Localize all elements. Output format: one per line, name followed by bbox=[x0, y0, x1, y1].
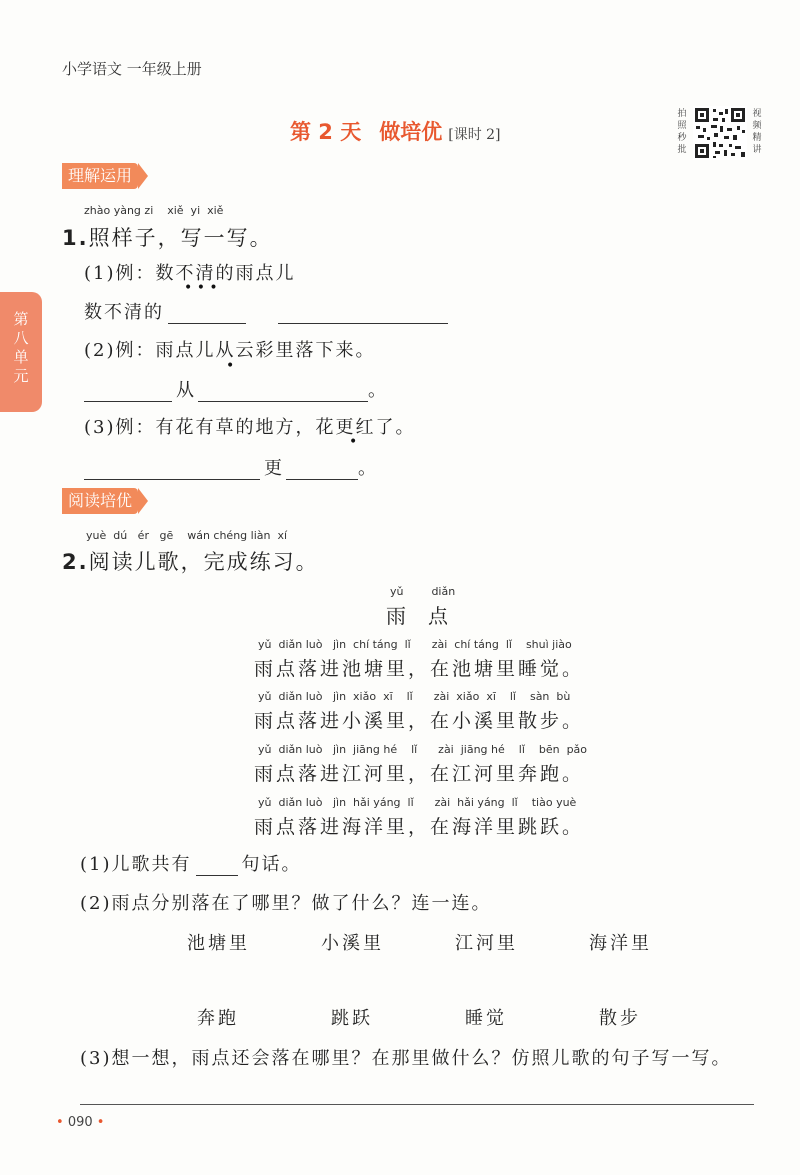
match-action[interactable]: 奔跑 bbox=[197, 1008, 239, 1029]
q1-ex1-blank-2[interactable] bbox=[278, 305, 448, 324]
q1-ex3-blank-1[interactable] bbox=[84, 461, 260, 480]
q2-sub2: (2)雨点分别落在了哪里？做了什么？连一连。 bbox=[80, 893, 492, 914]
match-place[interactable]: 池塘里 bbox=[187, 933, 250, 954]
page-dot-right: • bbox=[96, 1115, 105, 1130]
q1-ex3-mid: 更 bbox=[264, 458, 284, 479]
poem-line: 雨点落进江河里，在江河里奔跑。 bbox=[254, 763, 585, 785]
q2-sub1-row bbox=[80, 850, 302, 876]
q2-number: 2. bbox=[62, 550, 89, 574]
poem-title-pinyin: yǔ diǎn bbox=[390, 585, 456, 598]
page-number bbox=[56, 1115, 104, 1130]
q1-ex3-answer-row bbox=[84, 454, 378, 480]
unit-side-tab-label: 第八单元 bbox=[13, 310, 29, 385]
section-understand-tag: 理解运用 bbox=[62, 163, 138, 189]
poem-line: 雨点落进海洋里，在海洋里跳跃。 bbox=[254, 816, 585, 838]
page-title bbox=[290, 116, 501, 146]
qr-left-label: 拍照秒批 bbox=[677, 109, 687, 155]
page-dot-left: • bbox=[56, 1115, 64, 1130]
q2-sub1-suffix: 句话。 bbox=[241, 854, 302, 875]
q2-sub3: (3)想一想，雨点还会落在哪里？在那里做什么？仿照儿歌的句子写一写。 bbox=[80, 1048, 732, 1069]
title-day: 第 2 天 bbox=[290, 120, 362, 144]
q1-ex2-end: 。 bbox=[368, 380, 388, 401]
book-header: 小学语文 一年级上册 bbox=[62, 60, 202, 78]
q1-ex3-dot: • bbox=[349, 434, 358, 450]
q1-ex2: (2)例：雨点儿从云彩里落下来。 bbox=[84, 340, 376, 361]
match-place[interactable]: 小溪里 bbox=[321, 933, 384, 954]
q1-ex2-blank-1[interactable] bbox=[84, 383, 172, 402]
match-action[interactable]: 睡觉 bbox=[465, 1008, 507, 1029]
match-action[interactable]: 散步 bbox=[599, 1008, 641, 1029]
q1-pinyin: zhào yàng zi xiě yi xiě bbox=[84, 204, 224, 217]
q1-ex3: (3)例：有花有草的地方，花更红了。 bbox=[84, 417, 416, 438]
q1-ex1-dots: • • • bbox=[184, 280, 218, 296]
section-reading-tag: 阅读培优 bbox=[62, 488, 138, 514]
answer-line[interactable] bbox=[80, 1104, 754, 1105]
poem-line-pinyin: yǔ diǎn luò jìn xiǎo xī lǐ zài xiǎo xī lǐ sàn bù bbox=[258, 690, 571, 703]
q2-title: 阅读儿歌，完成练习。 bbox=[88, 550, 319, 574]
q2-sub1-prefix: (1)儿歌共有 bbox=[80, 854, 192, 875]
poem-line-pinyin: yǔ diǎn luò jìn chí táng lǐ zài chí táng lǐ shuì jiào bbox=[258, 638, 572, 651]
title-name: 做培优 bbox=[379, 120, 443, 144]
q1-ex2-mid: 从 bbox=[176, 380, 196, 401]
poem-line-pinyin: yǔ diǎn luò jìn jiāng hé lǐ zài jiāng hé lǐ bēn pǎo bbox=[258, 743, 588, 756]
poem-line: 雨点落进小溪里，在小溪里散步。 bbox=[254, 710, 585, 732]
q1-ex1-answer-row bbox=[84, 298, 448, 324]
q1-number: 1. bbox=[62, 226, 89, 250]
match-action[interactable]: 跳跃 bbox=[331, 1008, 373, 1029]
q1-ex1-blank-1[interactable] bbox=[168, 305, 246, 324]
poem-title: 雨点 bbox=[386, 604, 470, 628]
qr-code-icon[interactable] bbox=[693, 106, 747, 160]
poem-line: 雨点落进池塘里，在池塘里睡觉。 bbox=[254, 658, 585, 680]
q1-ex3-end: 。 bbox=[358, 458, 378, 479]
q2-sub1-blank[interactable] bbox=[196, 857, 238, 876]
q1-ex3-blank-2[interactable] bbox=[286, 461, 358, 480]
page-number-value: 090 bbox=[67, 1115, 93, 1130]
q2-pinyin: yuè dú ér gē wán chéng liàn xí bbox=[86, 529, 288, 542]
q1-ex1: (1)例：数不清的雨点儿 bbox=[84, 263, 296, 284]
qr-right-label: 视频精讲 bbox=[752, 109, 762, 155]
poem-line-pinyin: yǔ diǎn luò jìn hǎi yáng lǐ zài hǎi yáng lǐ tiào yuè bbox=[258, 796, 577, 809]
match-place[interactable]: 海洋里 bbox=[589, 933, 652, 954]
q1-ex2-answer-row bbox=[84, 376, 388, 402]
q1-title: 照样子，写一写。 bbox=[88, 226, 273, 250]
unit-side-tab bbox=[0, 292, 42, 412]
q2-title-row bbox=[62, 546, 319, 576]
q1-title-row bbox=[62, 222, 273, 252]
q1-ex2-blank-2[interactable] bbox=[198, 383, 368, 402]
title-sub: [课时 2] bbox=[448, 127, 501, 143]
q1-ex1-prefix: 数不清的 bbox=[84, 302, 164, 323]
match-place[interactable]: 江河里 bbox=[455, 933, 518, 954]
q1-ex2-dot: • bbox=[226, 358, 235, 374]
